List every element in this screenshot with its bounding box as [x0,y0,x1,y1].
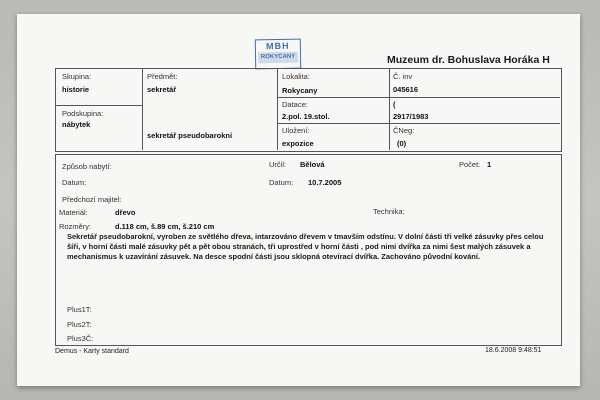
skupina-label: Skupina: [62,72,92,81]
catalog-card [17,14,580,386]
lokalita-label: Lokalita: [282,72,310,81]
plus3-label: Plus3Č: [67,334,94,343]
mark-value: ( [393,100,396,109]
datum2-label: Datum: [269,178,294,187]
ulozeni-label: Uložení: [282,126,310,135]
lokalita-value: Rokycany [282,86,318,95]
cinv-value: 045616 [393,85,419,94]
museum-name: Muzeum dr. Bohuslava Horáka H [387,54,550,66]
predmet-label: Předmět: [147,72,178,81]
stamp-line1: MBH [266,40,290,52]
cneg-label: ČNeg: [393,126,415,135]
datace-value: 2.pol. 19.stol. [282,112,330,121]
museum-stamp [255,39,302,70]
rozmery-value: d.118 cm, š.89 cm, š.210 cm [115,222,215,231]
rozmery-label: Rozměry: [59,222,92,231]
table-divider [142,68,143,150]
technika-label: Technika: [373,207,405,216]
table-divider [55,105,142,106]
pocet-label: Počet: [459,160,481,169]
datace-label: Datace: [282,100,308,109]
predmet-value: sekretář [147,85,177,94]
table-divider [389,68,390,150]
material-label: Materiál: [59,208,88,217]
number-value: 2917/1983 [393,112,429,121]
majitel-label: Předchozí majitel: [62,195,122,204]
table-divider [277,97,560,98]
table-divider [277,123,560,124]
urcil-label: Určil: [269,160,287,169]
stamp-line2: ROKYCANY [258,52,298,64]
material-value: dřevo [115,208,136,217]
object-description: Sekretář pseudobarokní, vyroben ze světlého dřeva, intarzováno dřevem v tmavším odstínu. V dolní části tři velké zásuvky přes celou šíři, v horní části malé zásuvky pět a pět obou stranách, tři uprostřed v horní části , pod nimi dvířka za nimi šest malých zásuvek a mechanismus k uzavírání zásuvek. Na desce spodní části jsou sklopná otevírací dvířka. Zachováno původní kování. [67,232,544,261]
footer-timestamp: 18.6.2008 9:48:51 [485,347,542,354]
cneg-value: (0) [397,139,407,148]
podskupina-value: nábytek [62,120,91,129]
plus1-label: Plus1T: [67,305,92,314]
footer-software: Demus - Karty standard [55,348,129,355]
zpusob-label: Způsob nabytí: [62,162,112,171]
ulozeni-value: expozice [282,139,314,148]
datum1-label: Datum: [62,178,87,187]
datum2-value: 10.7.2005 [308,178,342,187]
skupina-value: historie [62,85,90,94]
cinv-label: Č. inv [393,72,413,81]
table-divider [277,68,278,150]
plus2-label: Plus2T: [67,320,92,329]
predmet2-value: sekretář pseudobarokní [147,131,233,140]
pocet-value: 1 [487,160,492,169]
urcil-value: Bělová [300,160,325,169]
podskupina-label: Podskupina: [62,109,104,118]
